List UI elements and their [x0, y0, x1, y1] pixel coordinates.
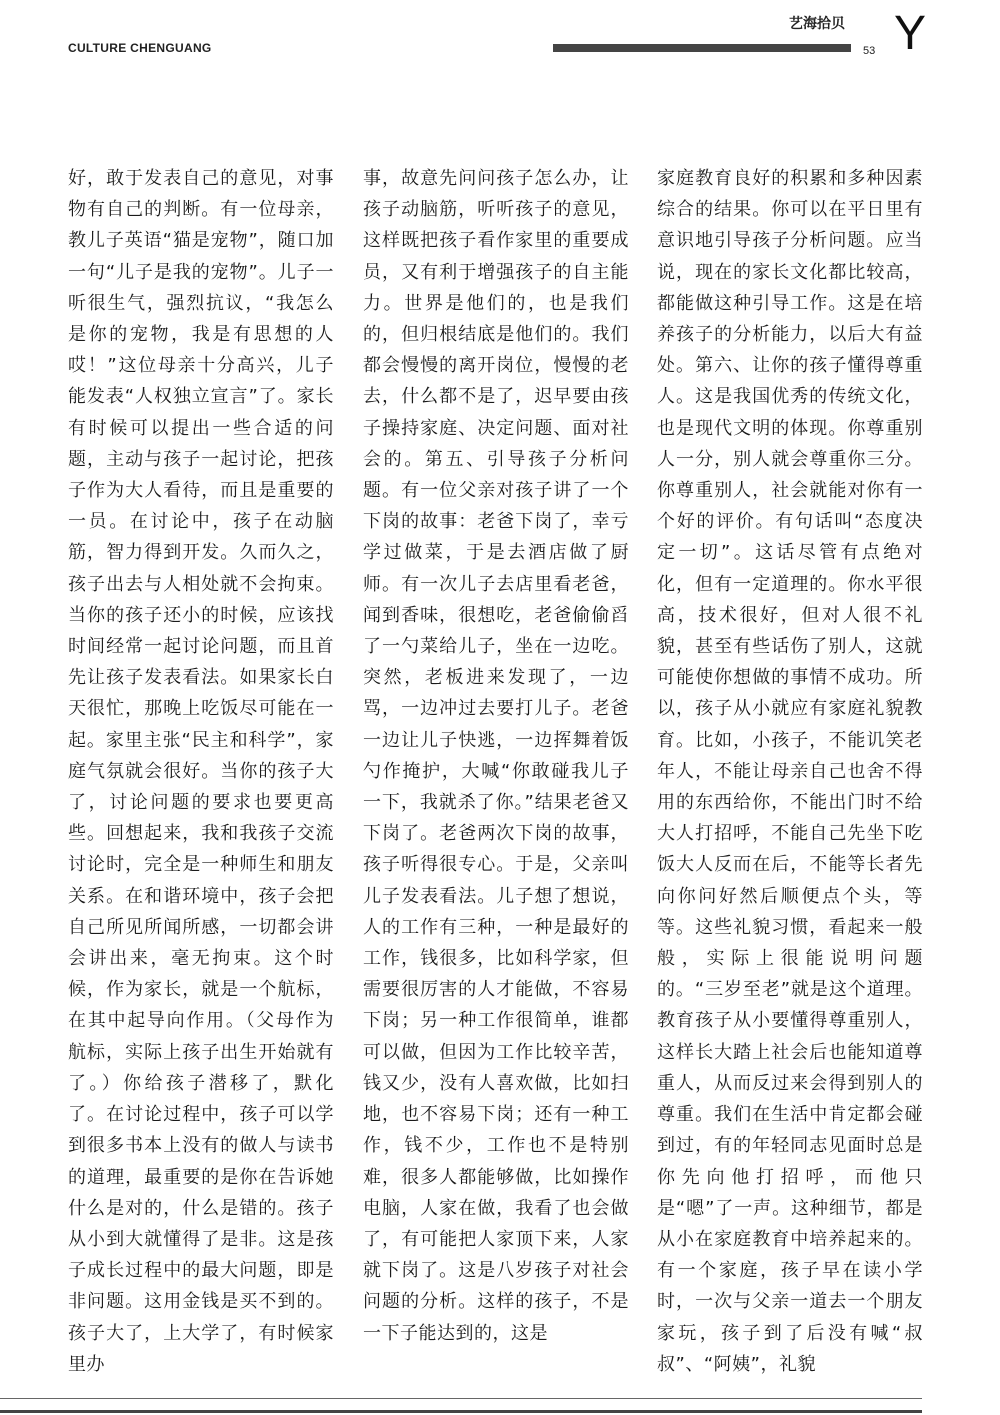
article-column-1: 好，敢于发表自己的意见，对事物有自己的判断。有一位母亲，教儿子英语“猫是宠物”，随口加一句“儿子是我的宠物”。儿子一听很生气，强烈抗议，“我怎么是你的宠物，我是有思想的人哎！”这位母亲十分高兴，儿子能发表“人权独立宣言”了。家长有时候可以提出一些合适的问题，主动与孩子一起讨论，把孩子作为大人看待，而且是重要的一员。在讨论中，孩子在动脑筋，智力得到开发。久而久之，孩子出去与人相处就不会拘束。当你的孩子还小的时候，应该找时间经常一起讨论问题，而且首先让孩子发表看法。如果家长白天很忙，那晚上吃饭尽可能在一起。家里主张“民主和科学”，家庭气氛就会很好。当你的孩子大了，讨论问题的要求也要更高些。回想起来，我和我孩子交流讨论时，完全是一种师生和朋友关系。在和谐环境中，孩子会把自己所见所闻所感，一切都会讲会讲出来，毫无拘束。这个时候，作为家长，就是一个航标，在其中起导向作用。（父母作为航标，实际上孩子出生开始就有了。）你给孩子潜移了，默化了。在讨论过程中，孩子可以学到很多书本上没有的做人与读书的道理，最重要的是你在告诉她什么是对的，什么是错的。孩子从小到大就懂得了是非。这是孩子成长过程中的最大问题，即是非问题。这用金钱是买不到的。孩子大了，上大学了，有时候家里办 — [68, 168, 334, 1375]
magazine-initial-logo: Y — [894, 7, 927, 60]
footer-rule-thick — [0, 1410, 922, 1413]
page-number: 53 — [863, 45, 876, 57]
header-rule — [553, 44, 851, 52]
article-column-2: 事，故意先问问孩子怎么办，让孩子动脑筋，听听孩子的意见，这样既把孩子看作家里的重要成员，又有利于增强孩子的自主能力。世界是他们的，也是我们的，但归根结底是他们的。我们都会慢慢的离开岗位，慢慢的老去，什么都不是了，迟早要由孩子操持家庭、决定问题、面对社会的。第五、引导孩子分析问题。有一位父亲对孩子讲了一个下岗的故事：老爸下岗了，幸亏学过做菜，于是去酒店做了厨师。有一次儿子去店里看老爸，闻到香味，很想吃，老爸偷偷舀了一勺菜给儿子，坐在一边吃。突然，老板进来发现了，一边骂，一边冲过去要打儿子。老爸一边让儿子快逃，一边挥舞着饭勺作掩护，大喊“你敢碰我儿子一下，我就杀了你。”结果老爸又下岗了。老爸两次下岗的故事，孩子听得很专心。于是，父亲叫儿子发表看法。儿子想了想说，人的工作有三种，一种是最好的工作，钱很多，比如科学家，但需要很厉害的人才能做，不容易下岗；另一种工作很简单，谁都可以做，但因为工作比较辛苦，钱又少，没有人喜欢做，比如扫地，也不容易下岗；还有一种工作，钱不少，工作也不是特别难，很多人都能够做，比如操作电脑，人家在做，我看了也会做了，有可能把人家顶下来，人家就下岗了。这是八岁孩子对社会问题的分析。这样的孩子，不是一下子能达到的，这是 — [363, 168, 629, 1344]
footer-rule-thin — [0, 1398, 922, 1399]
publication-name: CULTURE CHENGUANG — [68, 41, 212, 55]
article-column-3: 家庭教育良好的积累和多种因素综合的结果。你可以在平日里有意识地引导孩子分析问题。应当说，现在的家长文化都比较高，都能做这种引导工作。这是在培养孩子的分析能力，以后大有益处。第六、让你的孩子懂得尊重人。这是我国优秀的传统文化，也是现代文明的体现。你尊重别人一分，别人就会尊重你三分。你尊重别人，社会就能对你有一个好的评价。有句话叫“态度决定一切”。这话尽管有点绝对化，但有一定道理的。你水平很高，技术很好，但对人很不礼貌，甚至有些话伤了别人，这就可能使你想做的事情不成功。所以，孩子从小就应有家庭礼貌教育。比如，小孩子，不能讥笑老年人，不能让母亲自己也舍不得用的东西给你，不能出门时不给大人打招呼，不能自己先坐下吃饭大人反而在后，不能等长者先向你问好然后顺便点个头，等等。这些礼貌习惯，看起来一般般，实际上很能说明问题的。“三岁至老”就是这个道理。教育孩子从小要懂得尊重别人，这样长大踏上社会后也能知道尊重人，从而反过来会得到别人的尊重。我们在生活中肯定都会碰到过，有的年轻同志见面时总是你先向他打招呼，而他只是“嗯”了一声。这种细节，都是从小在家庭教育中培养起来的。有一个家庭，孩子早在读小学时，一次与父亲一道去一个朋友家玩，孩子到了后没有喊“叔叔”、“阿姨”，礼貌 — [657, 168, 923, 1375]
section-title: 艺海拾贝 — [789, 16, 845, 32]
